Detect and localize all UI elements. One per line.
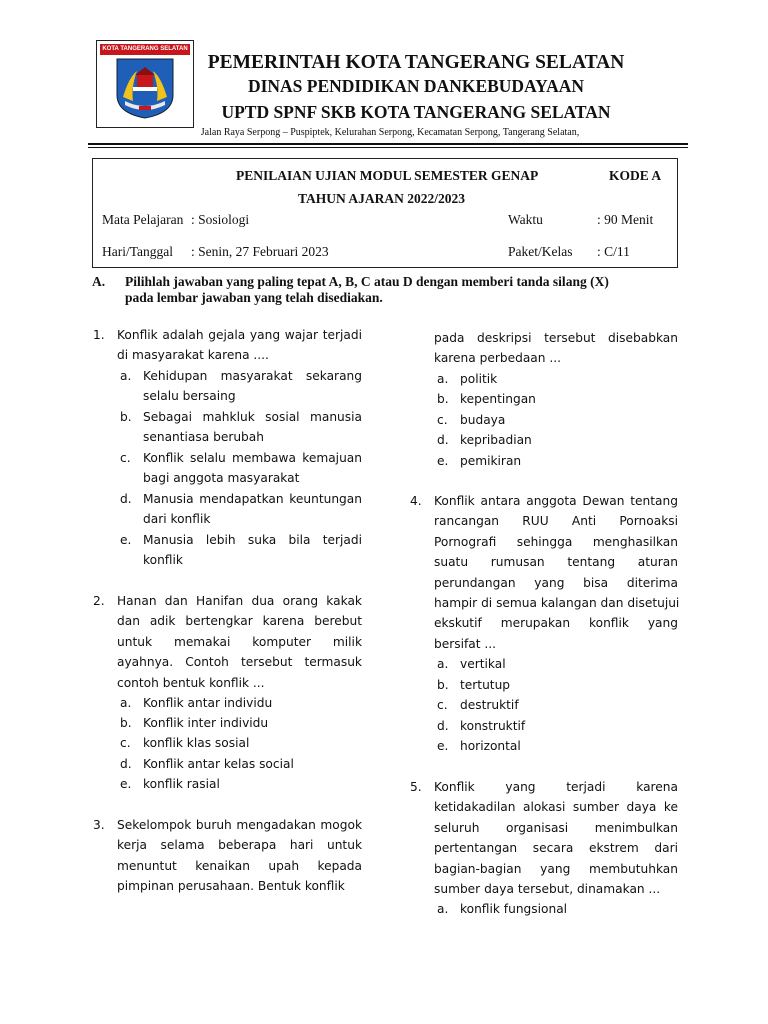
letterhead-unit-name: UPTD SPNF SKB KOTA TANGERANG SELATAN bbox=[221, 102, 611, 122]
question-text-line: perundangan yang bisa diterima bbox=[434, 575, 678, 590]
question-text-line: bagian-bagian yang membutuhkan bbox=[434, 861, 678, 876]
option-text-line: Manusia lebih suka bila terjadi bbox=[143, 533, 362, 547]
question-text-line: suatu rumusan tentang aturan bbox=[434, 555, 678, 570]
exam-info-box bbox=[92, 158, 678, 268]
question-text-line: untuk memakai komputer milik bbox=[117, 634, 362, 649]
question-text-line: Konflik yang terjadi karena bbox=[434, 780, 678, 794]
question-text-line: seluruh organisasi menimbulkan bbox=[434, 820, 678, 835]
question-text-line: Hanan dan Hanifan dua orang kakak bbox=[117, 594, 362, 608]
city-logo bbox=[96, 40, 194, 128]
option-text-line: dari konflik bbox=[143, 512, 211, 527]
option-letter: b. bbox=[120, 410, 132, 424]
section-letter: A. bbox=[92, 274, 106, 289]
option-text-line: konflik bbox=[143, 553, 183, 568]
exam-title: PENILAIAN UJIAN MODUL SEMESTER GENAP bbox=[236, 168, 539, 183]
logo-band-text: KOTA TANGERANG SELATAN bbox=[100, 44, 190, 55]
question-text-line: Pornografi sehingga menghasilkan bbox=[434, 534, 678, 549]
option-text-line: Sebagai mahkluk sosial manusia bbox=[143, 410, 362, 424]
option-letter: a. bbox=[120, 696, 132, 710]
class-label: Paket/Kelas bbox=[508, 244, 573, 259]
instruction-line: pada lembar jawaban yang telah disediakan. bbox=[125, 290, 383, 305]
question-text-line: dan adik bertengkar karena berebut bbox=[117, 614, 362, 629]
option-letter: d. bbox=[437, 433, 449, 447]
option-text-line: tertutup bbox=[460, 678, 511, 692]
option-text-line: kepribadian bbox=[460, 433, 532, 447]
option-text-line: Konflik selalu membawa kemajuan bbox=[143, 451, 362, 465]
question-text-line: pimpinan perusahaan. Bentuk konflik bbox=[117, 879, 345, 894]
letterhead-agency-name: DINAS PENDIDIKAN DANKEBUDAYAAN bbox=[247, 76, 585, 96]
question-text-line: kerja selama beberapa hari untuk bbox=[117, 838, 362, 853]
time-label: Waktu bbox=[508, 212, 543, 227]
question-text-line: pertentangan secara ekstrem dari bbox=[434, 841, 678, 856]
option-text-line: konflik rasial bbox=[143, 777, 220, 791]
option-text-line: senantiasa berubah bbox=[143, 430, 264, 445]
question-number: 1. bbox=[93, 328, 105, 342]
instruction-text bbox=[125, 274, 677, 306]
option-text-line: Konflik antar kelas social bbox=[143, 757, 294, 771]
instruction-line: Pilihlah jawaban yang paling tepat A, B, C atau D dengan memberi tanda silang (X) bbox=[125, 274, 609, 289]
option-letter: e. bbox=[120, 777, 132, 791]
option-letter: c. bbox=[437, 413, 448, 427]
option-text-line: Konflik inter individu bbox=[143, 716, 269, 730]
question-text-line: Konflik adalah gejala yang wajar terjadi bbox=[117, 328, 362, 342]
question-text-line: hampir di semua kalangan dan disetujui bbox=[434, 596, 680, 611]
question-text-line: pada deskripsi tersebut disebabkan bbox=[434, 331, 678, 345]
question-text-line: ketidakadilan alokasi sumber daya ke bbox=[434, 800, 678, 815]
option-text-line: destruktif bbox=[460, 698, 519, 712]
option-text-line: konstruktif bbox=[460, 719, 526, 733]
letterhead-address: Jalan Raya Serpong – Puspiptek, Kelurahan Serpong, Kecamatan Serpong, Tangerang Selatan, bbox=[200, 127, 580, 138]
exam-academic-year: TAHUN AJARAN 2022/2023 bbox=[298, 191, 466, 206]
question-number: 3. bbox=[93, 818, 105, 832]
question-text-line: contoh bentuk konflik ... bbox=[117, 675, 265, 690]
option-letter: a. bbox=[437, 657, 449, 671]
option-letter: c. bbox=[120, 451, 131, 465]
option-text-line: horizontal bbox=[460, 739, 521, 753]
question-number: 4. bbox=[410, 494, 422, 508]
option-letter: b. bbox=[120, 716, 132, 730]
option-letter: e. bbox=[120, 533, 132, 547]
option-text-line: konflik fungsional bbox=[460, 902, 568, 916]
question-text-line: ekskutif merupakan konflik yang bbox=[434, 616, 678, 631]
question-text-line: Sekelompok buruh mengadakan mogok bbox=[117, 818, 362, 832]
option-letter: c. bbox=[437, 698, 448, 712]
letterhead-divider bbox=[88, 143, 688, 145]
date-value: : Senin, 27 Februari 2023 bbox=[191, 244, 329, 259]
subject-label: Mata Pelajaran bbox=[102, 212, 184, 227]
option-letter: e. bbox=[437, 739, 449, 753]
time-value: : 90 Menit bbox=[597, 212, 654, 227]
option-letter: a. bbox=[120, 369, 132, 383]
option-text-line: Konflik antar individu bbox=[143, 696, 273, 710]
option-letter: b. bbox=[437, 678, 449, 692]
option-text-line: kepentingan bbox=[460, 392, 536, 406]
date-label: Hari/Tanggal bbox=[102, 244, 174, 259]
option-text-line: bagi anggota masyarakat bbox=[143, 471, 300, 486]
question-text-line: karena perbedaan ... bbox=[434, 351, 561, 366]
question-number: 2. bbox=[93, 594, 105, 608]
option-letter: d. bbox=[120, 757, 132, 771]
option-text-line: selalu bersaing bbox=[143, 389, 236, 404]
option-letter: a. bbox=[437, 372, 449, 386]
option-letter: a. bbox=[437, 902, 449, 916]
question-text-line: sumber daya tersebut, dinamakan ... bbox=[434, 882, 661, 897]
question-text-line: menuntut kenaikan upah kepada bbox=[117, 858, 362, 873]
option-letter: b. bbox=[437, 392, 449, 406]
option-text-line: Kehidupan masyarakat sekarang bbox=[143, 369, 362, 383]
option-letter: d. bbox=[120, 492, 132, 506]
subject-value: : Sosiologi bbox=[191, 212, 250, 227]
option-text-line: budaya bbox=[460, 413, 506, 427]
option-text-line: vertikal bbox=[460, 657, 506, 671]
option-letter: c. bbox=[120, 736, 131, 750]
option-text-line: politik bbox=[460, 372, 498, 386]
option-text-line: Manusia mendapatkan keuntungan bbox=[143, 492, 362, 506]
question-text-line: di masyarakat karena .... bbox=[117, 348, 269, 363]
exam-code: KODE A bbox=[609, 168, 662, 183]
question-text-line: bersifat ... bbox=[434, 636, 497, 651]
question-text-line: Konflik antara anggota Dewan tentang bbox=[434, 494, 678, 508]
option-letter: e. bbox=[437, 454, 449, 468]
option-text-line: pemikiran bbox=[460, 454, 522, 468]
question-text-line: rancangan RUU Anti Pornoaksi bbox=[434, 514, 678, 529]
letterhead-divider-thin bbox=[88, 147, 688, 148]
option-text-line: konflik klas sosial bbox=[143, 736, 250, 750]
class-value: : C/11 bbox=[597, 244, 630, 259]
city-emblem-icon bbox=[115, 57, 175, 119]
letterhead-government-name: PEMERINTAH KOTA TANGERANG SELATAN bbox=[207, 52, 625, 73]
question-text-line: ayahnya. Contoh tersebut termasuk bbox=[117, 655, 362, 670]
question-number: 5. bbox=[410, 780, 422, 794]
option-letter: d. bbox=[437, 719, 449, 733]
